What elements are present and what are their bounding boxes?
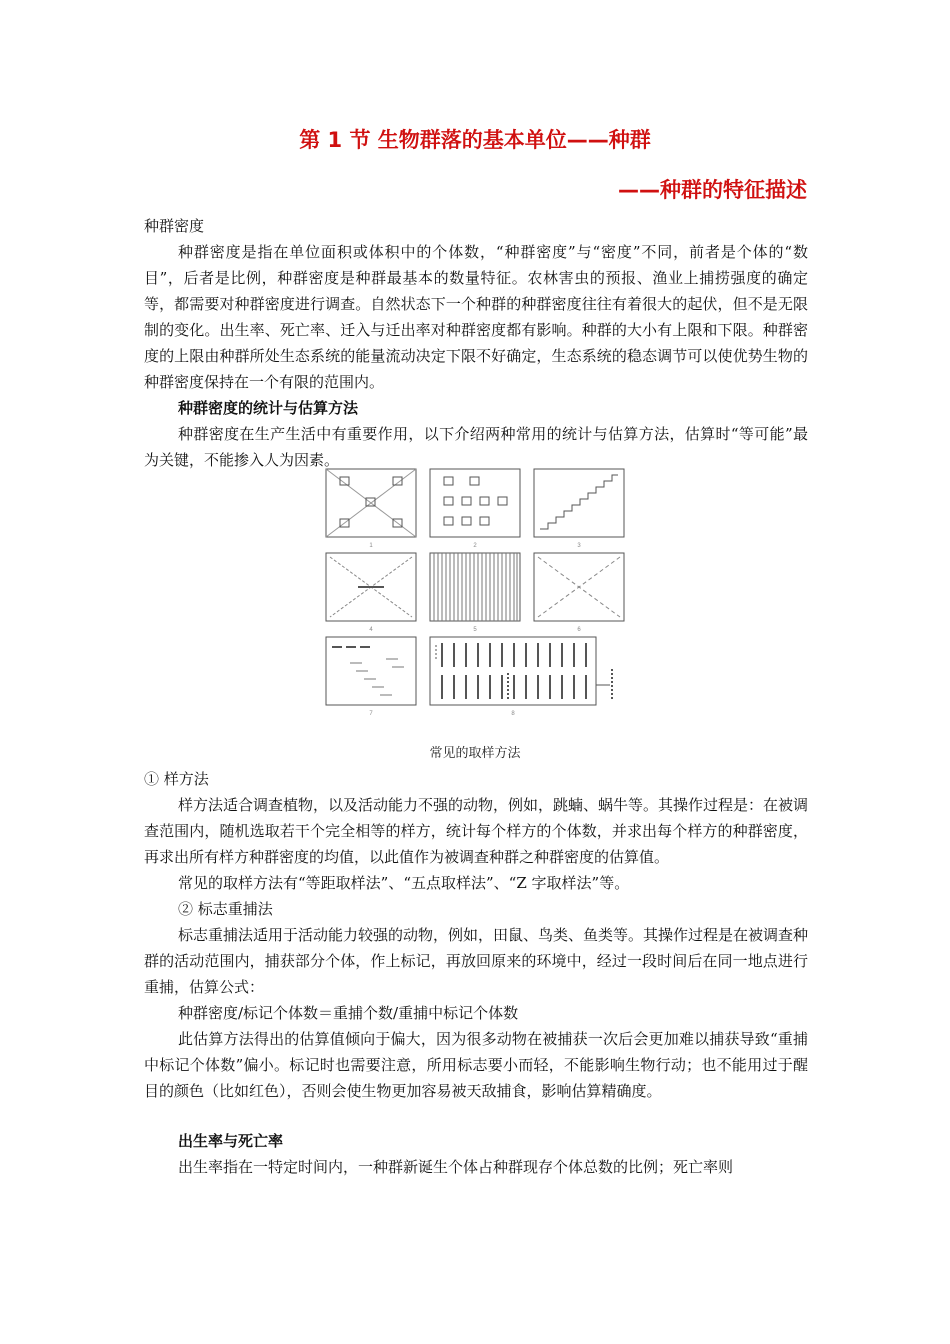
panel-five-point — [326, 469, 416, 537]
quadrat-paragraph: 样方法适合调查植物，以及活动能力不强的动物，例如，跳蝻、蜗牛等。其操作过程是：在被调查范围内，随机选取若干个完全相等的样方，统计每个样方的个体数，并求出每个样方的种群密度，再求出所有样方种群密度的均值，以此值作为被调查种群之种群密度的估算值。 — [144, 796, 809, 866]
panel-z-pattern — [326, 637, 416, 705]
sampling-diagram — [320, 463, 630, 725]
quadrat-methods-list: 常见的取样方法有“等距取样法”、“五点取样法”、“Z 字取样法”等。 — [178, 874, 630, 892]
density-section — [144, 213, 808, 473]
panel-label-8: 8 — [511, 711, 515, 717]
panel-equidistant — [430, 637, 612, 705]
panel-label-3: 3 — [577, 543, 581, 549]
panel-label-5: 5 — [473, 627, 477, 633]
panel-label-6: 6 — [577, 627, 581, 633]
panel-label-4: 4 — [369, 627, 373, 633]
section-gap — [144, 1104, 808, 1128]
section-heading-birth-death: 出生率与死亡率 — [178, 1132, 284, 1150]
methods-section — [144, 766, 808, 1180]
section-heading-mark-recapture: ② 标志重捕法 — [178, 900, 273, 918]
panel-x-dashed — [534, 553, 624, 621]
panel-label-1: 1 — [369, 543, 373, 549]
panel-diagonal — [534, 469, 624, 537]
section-heading-density: 种群密度 — [144, 217, 205, 235]
section-heading-estimation: 种群密度的统计与估算方法 — [178, 399, 359, 417]
page-subtitle: ——种群的特征描述 — [618, 178, 807, 202]
estimation-formula: 种群密度/标记个体数＝重捕个数/重捕中标记个体数 — [178, 1004, 519, 1022]
mark-recapture-paragraph: 标志重捕法适用于活动能力较强的动物，例如，田鼠、鸟类、鱼类等。其操作过程是在被调查种群的活动范围内，捕获部分个体，作上标记，再放回原来的环境中，经过一段时间后在同一地点进行重捕，估算公式： — [144, 926, 809, 996]
bias-paragraph: 此估算方法得出的估算值倾向于偏大，因为很多动物在被捕获一次后会更加难以捕获导致“重捕中标记个体数”偏小。标记时也需要注意，所用标志要小而轻，不能影响生物行动；也不能用过于醒目的颜色（比如红色），否则会使生物更加容易被天敌捕食，影响估算精确度。 — [144, 1030, 808, 1100]
birth-rate-paragraph: 出生率指在一特定时间内，一种群新诞生个体占种群现存个体总数的比例；死亡率则 — [178, 1158, 734, 1176]
panel-x-pattern — [326, 553, 416, 621]
sampling-methods-figure — [320, 463, 630, 725]
panel-parallel-lines — [430, 553, 520, 621]
panel-label-2: 2 — [473, 543, 477, 549]
density-paragraph: 种群密度是指在单位面积或体积中的个体数，“种群密度”与“密度”不同，前者是个体的“数目”，后者是比例，种群密度是种群最基本的数量特征。农林害虫的预报、渔业上捕捞强度的确定等，都需要对种群密度进行调查。自然状态下一个种群的种群密度往往有着很大的起伏，但不是无限制的变化。出生率、死亡率、迁入与迁出率对种群密度都有影响。种群的大小有上限和下限。种群密度的上限由种群所处生态系统的能量流动决定下限不好确定，生态系统的稳态调节可以使优势生物的种群密度保持在一个有限的范围内。 — [144, 243, 808, 391]
panel-label-7: 7 — [369, 711, 373, 717]
figure-caption: 常见的取样方法 — [429, 746, 521, 761]
page-title: 第 1 节 生物群落的基本单位——种群 — [299, 128, 651, 152]
estimation-paragraph: 种群密度在生产生活中有重要作用，以下介绍两种常用的统计与估算方法，估算时“等可能”最为关键，不能掺入人为因素。 — [144, 425, 808, 469]
panel-grid-quadrats — [430, 469, 520, 537]
section-heading-quadrat: ① 样方法 — [144, 770, 209, 788]
